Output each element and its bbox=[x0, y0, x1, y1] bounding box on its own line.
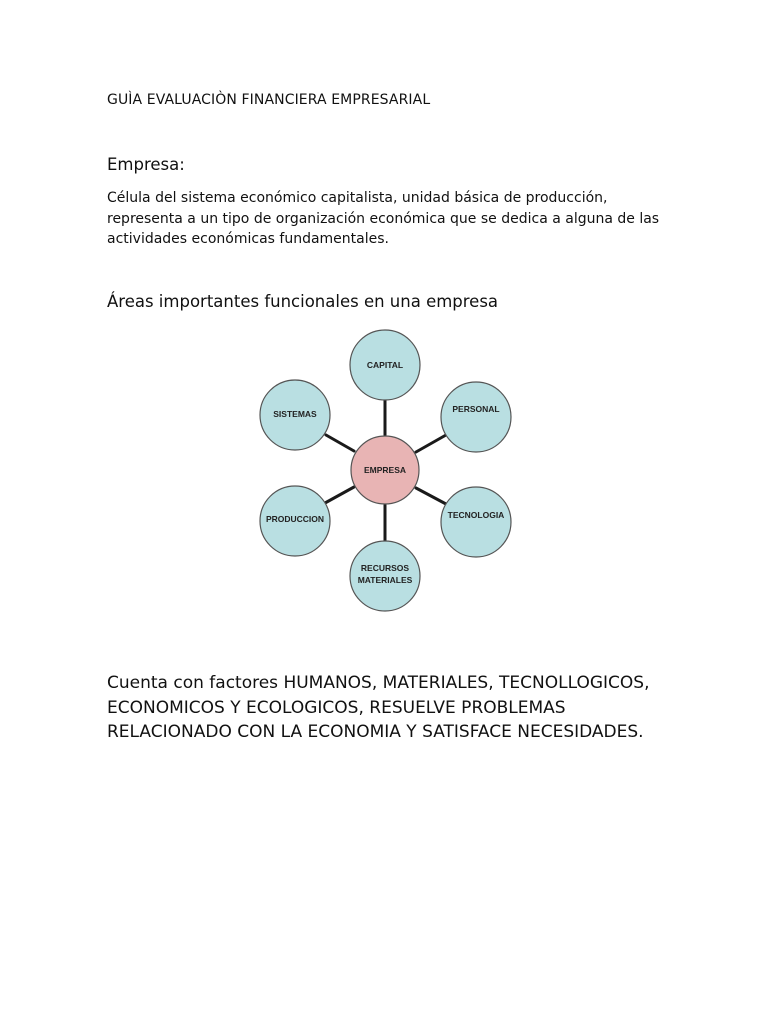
satellite-label: TECNOLOGIA bbox=[447, 510, 505, 520]
summary-paragraph: Cuenta con factores HUMANOS, MATERIALES, TECNOLLOGICOS, ECONOMICOS Y ECOLOGICOS, RESUELVE PROBLEMAS RELACIONADO CON LA ECONOMIA Y SATISFACE NECESIDADES. bbox=[107, 673, 650, 742]
document-title: GUÌA EVALUACIÒN FINANCIERA EMPRESARIAL bbox=[107, 92, 431, 108]
satellite-label: SISTEMAS bbox=[273, 409, 317, 419]
satellite-label: PRODUCCION bbox=[265, 514, 325, 524]
empresa-heading: Empresa: bbox=[107, 155, 185, 174]
satellite-recursos-materiales bbox=[350, 541, 420, 611]
diagram-svg bbox=[205, 325, 545, 615]
satellite-circle bbox=[441, 382, 511, 452]
satellite-label-line1: RECURSOS bbox=[360, 563, 410, 573]
satellite-label: CAPITAL bbox=[366, 360, 404, 370]
functional-areas-diagram bbox=[205, 325, 545, 615]
empresa-definition: Célula del sistema económico capitalista, unidad básica de producción, representa a un tipo de organización económica que se dedica a alguna de las actividades económicas fundamentales. bbox=[107, 190, 660, 247]
satellite-capital bbox=[350, 330, 420, 400]
satellite-label-line2: MATERIALES bbox=[357, 575, 413, 585]
center-label: EMPRESA bbox=[363, 465, 407, 475]
satellite-produccion bbox=[260, 486, 330, 556]
satellite-tecnologia bbox=[441, 487, 511, 557]
connector-personal bbox=[416, 435, 446, 452]
satellite-sistemas bbox=[260, 380, 330, 450]
center-node-empresa bbox=[351, 436, 419, 504]
areas-heading: Áreas importantes funcionales en una empresa bbox=[107, 292, 499, 311]
connector-produccion bbox=[325, 487, 354, 503]
satellite-personal bbox=[441, 382, 511, 452]
connector-tecnologia bbox=[416, 488, 446, 504]
connector-sistemas bbox=[326, 435, 354, 451]
satellite-label: PERSONAL bbox=[452, 404, 500, 414]
satellite-circle bbox=[441, 487, 511, 557]
